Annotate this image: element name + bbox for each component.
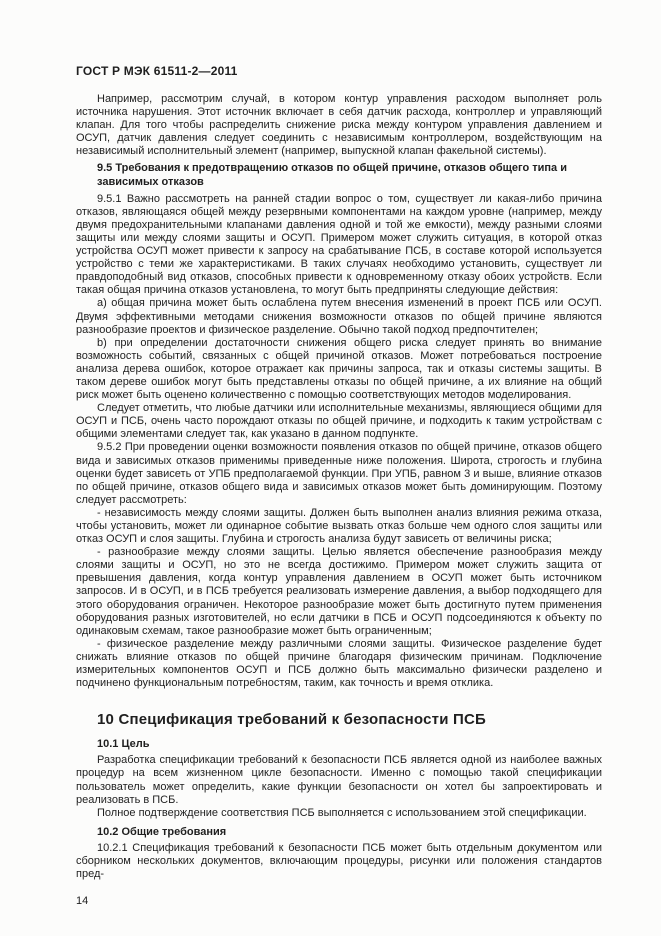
para-10-1-validation: Полное подтверждение соответствия ПСБ выполняется с использованием этой спецификации. [97, 806, 587, 819]
heading-9-5: 9.5 Требования к предотвращению отказов по общей причине, отказов общего типа и зависимых отказов [97, 162, 567, 188]
heading-10-1-purpose: 10.1 Цель [97, 738, 150, 751]
list-item-diversity: - разнообразие между слоями защиты. Целью является обеспечение разнообразия между слоями защиты и ОСУП, но это не всегда достижимо. Примером может служить защита от превышения давления, когда контур управления давлением в ОСУП может быть источником запросов. И в ОСУП, и в ПСБ требуется реализовать измерение давления, а выбор подходящего для этого оборудования ограничен. Некоторое разнообразие может быть достигнуто путем применения оборудования разных изготовителей, но если датчики в ПСБ и ОСУП подсоединяются к объекту по одинаковым схемам, такое разнообразие может быть ограниченным; [76, 546, 602, 637]
para-list-b: b) при определении достаточности снижения общего риска следует принять во внимание возможность событий, связанных с общей причиной отказов. Может потребоваться построение анализа дерева ошибок, которое отражает как причины запроса, так и отказы системы защиты. В таком дереве ошибок могут быть представлены отказы по общей причине, а их влияние на общий риск может быть оценено количественно с помощью соответствующих методов моделирования. [76, 336, 602, 402]
para-common-sensors-note: Следует отметить, что любые датчики или исполнительные механизмы, являющиеся общими для ОСУП и ПСБ, очень часто порождают отказы по общей причине, и подходить к таким устройствам с общими элементами следует так, как указано в данном подпункте. [76, 402, 602, 441]
list-item-independence: - независимость между слоями защиты. Должен быть выполнен анализ влияния режима отказа, чтобы установить, может ли одинарное событие вызвать отказ больше чем одного слоя защиты или отказ ОСУП и слоя защиты. Глубина и строгость анализа будут зависеть от величины риска; [76, 506, 602, 546]
para-list-a: a) общая причина может быть ослаблена путем внесения изменений в проект ПСБ или ОСУП. Двумя эффективными методами снижения возможности отказов по общей причине являются разнообразие проектов и физическое разделение. Обычно такой подход предпочтителен; [76, 297, 602, 336]
page-number: 14 [76, 895, 89, 908]
para-10-1-srs-importance: Разработка спецификации требований к безопасности ПСБ является одной из наиболее важных процедур на всем жизненном цикле безопасности. Именно с помощью такой спецификации пользователь может определить, какие функции безопасности он хотел бы запроектировать и реализовать в ПСБ. [76, 754, 602, 806]
para-9-5-1: 9.5.1 Важно рассмотреть на ранней стадии вопрос о том, существует ли какая-либо причина отказов, являющаяся общей между резервными компонентами на каждом уровне (например, между двумя предохранительными клапанами давления одной и той же емкости), между разными слоями защиты или между слоями защиты и ОСУП. Примером может служить ситуация, в которой отказ устройства ОСУП может привести к запросу на срабатывание ПСБ, в составе которой используется устройство с теми же характеристиками. В таких случаях необходимо установить, существует ли правдоподобный вид отказов, способных привести к одновременному отказу обоих устройств. Если такая общая причина отказов установлена, то могут быть предприняты следующие действия: [76, 192, 602, 297]
para-10-2-1: 10.2.1 Спецификация требований к безопасности ПСБ может быть отдельным документом или сборником нескольких документов, включающим процедуры, рисунки или положения стандартов пред- [76, 841, 602, 881]
para-example-flow-loop: Например, рассмотрим случай, в котором контур управления расходом выполняет роль источника нарушения. Этот источник включает в себя датчик расхода, контроллер и управляющий клапан. Для того чтобы распределить снижение риска между контуром управления давлением и ОСУП, датчик давления следует соединить с независимым контроллером, воздействующим на независимый исполнительный элемент (например, выпускной клапан факельной системы). [76, 93, 602, 158]
heading-10-2-general-requirements: 10.2 Общие требования [97, 825, 227, 838]
page-header-title: ГОСТ Р МЭК 61511-2—2011 [76, 64, 238, 78]
heading-section-10: 10 Спецификация требований к безопасности ПСБ [97, 711, 486, 729]
para-9-5-2: 9.5.2 При проведении оценки возможности появления отказов по общей причине, отказов общего вида и зависимых отказов применимы приведенные ниже положения. Широта, строгость и глубина оценки будет зависеть от УПБ предполагаемой функции. При УПБ, равном 3 и выше, влияние отказов по общей причине, отказов общего вида и зависимых отказов может быть доминирующим. Поэтому следует рассмотреть: [76, 441, 602, 506]
list-item-physical-separation: - физическое разделение между различными слоями защиты. Физическое разделение будет снижать влияние отказов по общей причине благодаря физическим причинам. Подключение измерительных компонентов ОСУП и ПСБ должно быть максимально физически разделено и подчинено функциональным потребностям, таким, как точность и время отклика. [76, 637, 602, 690]
